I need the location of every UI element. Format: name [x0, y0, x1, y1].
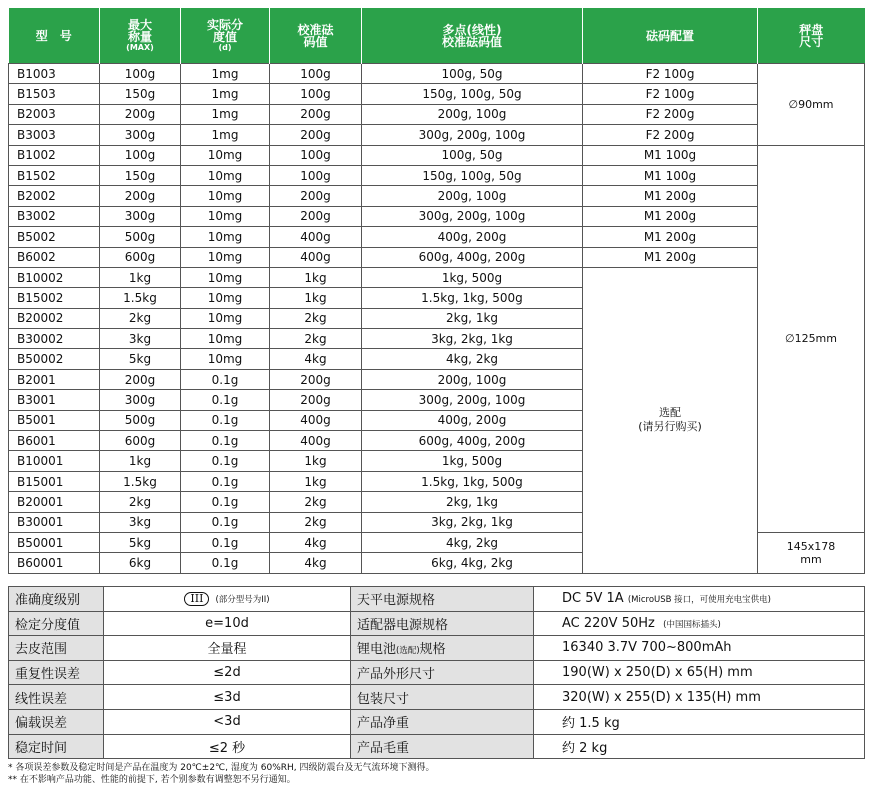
spec-row [9, 611, 865, 636]
linear-label: 线性误差 [9, 685, 104, 710]
division-cell: 0.1g [181, 553, 270, 573]
cal-weight-cell: 200g [270, 369, 362, 389]
multipoint-cell: 1kg, 500g [362, 267, 583, 287]
cal-weight-cell: 100g [270, 145, 362, 165]
header-cal-weight: 校准砝 码值 [270, 8, 362, 64]
division-cell: 1mg [181, 125, 270, 145]
cal-weight-cell: 200g [270, 206, 362, 226]
max-capacity-cell: 500g [100, 410, 181, 430]
multipoint-cell: 200g, 100g [362, 104, 583, 124]
model-cell: B2003 [9, 104, 100, 124]
stable-label: 稳定时间 [9, 734, 104, 759]
max-capacity-cell: 200g [100, 104, 181, 124]
max-capacity-cell: 300g [100, 125, 181, 145]
multipoint-cell: 2kg, 1kg [362, 492, 583, 512]
cal-weight-cell: 400g [270, 431, 362, 451]
model-table [8, 8, 865, 574]
multipoint-cell: 100g, 50g [362, 64, 583, 84]
multipoint-cell: 150g, 100g, 50g [362, 84, 583, 104]
cal-weight-cell: 2kg [270, 308, 362, 328]
division-cell: 10mg [181, 227, 270, 247]
cal-weight-cell: 200g [270, 186, 362, 206]
optional-label: 选配 [659, 406, 681, 420]
cal-weight-cell: 400g [270, 247, 362, 267]
division-cell: 0.1g [181, 471, 270, 491]
cal-weight-cell: 200g [270, 390, 362, 410]
cal-weight-cell: 4kg [270, 349, 362, 369]
max-capacity-cell: 500g [100, 227, 181, 247]
division-cell: 1mg [181, 64, 270, 84]
multipoint-cell: 600g, 400g, 200g [362, 247, 583, 267]
adapter-value: AC 220V 50Hz (中国国标插头) [534, 611, 865, 636]
tare-value: 全量程 [104, 636, 351, 661]
division-cell: 0.1g [181, 512, 270, 532]
cal-weight-cell: 100g [270, 64, 362, 84]
weight-config-cell: M1 100g [583, 165, 758, 185]
cal-weight-cell: 2kg [270, 329, 362, 349]
multipoint-cell: 150g, 100g, 50g [362, 165, 583, 185]
division-cell: 0.1g [181, 532, 270, 552]
header-weight-config: 砝码配置 [583, 8, 758, 64]
table-row [9, 247, 865, 267]
model-cell: B1002 [9, 145, 100, 165]
max-capacity-cell: 150g [100, 165, 181, 185]
division-cell: 1mg [181, 84, 270, 104]
model-cell: B20002 [9, 308, 100, 328]
max-capacity-cell: 5kg [100, 532, 181, 552]
model-cell: B5001 [9, 410, 100, 430]
table-row [9, 186, 865, 206]
verification-label: 检定分度值 [9, 611, 104, 636]
max-capacity-cell: 200g [100, 369, 181, 389]
max-capacity-cell: 100g [100, 145, 181, 165]
optional-weight-cell [583, 267, 758, 573]
spec-table [8, 586, 865, 759]
model-cell: B15001 [9, 471, 100, 491]
multipoint-cell: 3kg, 2kg, 1kg [362, 329, 583, 349]
weight-config-cell: F2 100g [583, 64, 758, 84]
cal-weight-cell: 100g [270, 165, 362, 185]
offcenter-label: 偏载误差 [9, 709, 104, 734]
dims-value: 190(W) x 250(D) x 65(H) mm [534, 660, 865, 685]
cal-weight-cell: 4kg [270, 553, 362, 573]
model-cell: B3001 [9, 390, 100, 410]
spec-row [9, 660, 865, 685]
model-cell: B30002 [9, 329, 100, 349]
multipoint-cell: 2kg, 1kg [362, 308, 583, 328]
spec-row [9, 636, 865, 661]
net-weight-value: 约 1.5 kg [534, 709, 865, 734]
model-cell: B60001 [9, 553, 100, 573]
model-cell: B1502 [9, 165, 100, 185]
footnote-1: * 各项误差参数及稳定时间是产品在温度为 20℃±2℃, 湿度为 60%RH, 四级防震台及无气流环境下测得。 [8, 763, 435, 773]
division-cell: 0.1g [181, 410, 270, 430]
battery-label: 锂电池(选配)规格 [351, 636, 534, 661]
model-cell: B1003 [9, 64, 100, 84]
cal-weight-cell: 2kg [270, 492, 362, 512]
battery-value: 16340 3.7V 700~800mAh [534, 636, 865, 661]
multipoint-cell: 300g, 200g, 100g [362, 206, 583, 226]
multipoint-cell: 400g, 200g [362, 227, 583, 247]
division-cell: 10mg [181, 308, 270, 328]
weight-config-cell: F2 100g [583, 84, 758, 104]
division-cell: 10mg [181, 145, 270, 165]
cal-weight-cell: 100g [270, 84, 362, 104]
spec-row [9, 685, 865, 710]
model-cell: B50001 [9, 532, 100, 552]
division-cell: 10mg [181, 247, 270, 267]
adapter-label: 适配器电源规格 [351, 611, 534, 636]
header-multipoint: 多点(线性) 校准砝码值 [362, 8, 583, 64]
gross-weight-label: 产品毛重 [351, 734, 534, 759]
power-value: DC 5V 1A (MicroUSB 接口，可使用充电宝供电) [534, 587, 865, 612]
max-capacity-cell: 150g [100, 84, 181, 104]
cal-weight-cell: 400g [270, 410, 362, 430]
max-capacity-cell: 5kg [100, 349, 181, 369]
division-cell: 10mg [181, 329, 270, 349]
weight-config-cell: M1 200g [583, 206, 758, 226]
multipoint-cell: 3kg, 2kg, 1kg [362, 512, 583, 532]
division-cell: 0.1g [181, 390, 270, 410]
division-cell: 10mg [181, 349, 270, 369]
model-cell: B30001 [9, 512, 100, 532]
accuracy-value [104, 587, 351, 612]
division-cell: 10mg [181, 186, 270, 206]
accuracy-label: 准确度级别 [9, 587, 104, 612]
max-capacity-cell: 3kg [100, 512, 181, 532]
multipoint-cell: 4kg, 2kg [362, 532, 583, 552]
weight-config-cell: M1 100g [583, 145, 758, 165]
multipoint-cell: 100g, 50g [362, 145, 583, 165]
pan-size-cell: ∅90mm [758, 64, 865, 146]
multipoint-cell: 200g, 100g [362, 186, 583, 206]
linear-value: ≤3d [104, 685, 351, 710]
multipoint-cell: 1kg, 500g [362, 451, 583, 471]
model-cell: B6001 [9, 431, 100, 451]
model-table-header [9, 8, 865, 64]
repeat-value: ≤2d [104, 660, 351, 685]
model-cell: B50002 [9, 349, 100, 369]
table-row [9, 227, 865, 247]
model-cell: B2002 [9, 186, 100, 206]
optional-note: (请另行购买) [638, 420, 702, 434]
cal-weight-cell: 2kg [270, 512, 362, 532]
cal-weight-cell: 4kg [270, 532, 362, 552]
division-cell: 0.1g [181, 431, 270, 451]
table-row [9, 267, 865, 287]
spec-row [9, 709, 865, 734]
table-row [9, 84, 865, 104]
model-cell: B1503 [9, 84, 100, 104]
division-cell: 10mg [181, 165, 270, 185]
model-cell: B3002 [9, 206, 100, 226]
multipoint-cell: 1.5kg, 1kg, 500g [362, 471, 583, 491]
gross-weight-value: 约 2 kg [534, 734, 865, 759]
pan-size-cell: 145x178 mm [758, 532, 865, 573]
header-max-capacity: 最大 称量 (MAX) [100, 8, 181, 64]
max-capacity-cell: 1.5kg [100, 288, 181, 308]
multipoint-cell: 300g, 200g, 100g [362, 125, 583, 145]
cal-weight-cell: 400g [270, 227, 362, 247]
stable-value: ≤2 秒 [104, 734, 351, 759]
model-cell: B3003 [9, 125, 100, 145]
max-capacity-cell: 2kg [100, 308, 181, 328]
max-capacity-cell: 6kg [100, 553, 181, 573]
max-capacity-cell: 1kg [100, 267, 181, 287]
cal-weight-cell: 1kg [270, 471, 362, 491]
max-capacity-cell: 100g [100, 64, 181, 84]
division-cell: 0.1g [181, 451, 270, 471]
cal-weight-cell: 200g [270, 104, 362, 124]
max-capacity-cell: 300g [100, 390, 181, 410]
weight-config-cell: F2 200g [583, 125, 758, 145]
max-capacity-cell: 300g [100, 206, 181, 226]
power-label: 天平电源规格 [351, 587, 534, 612]
max-capacity-cell: 2kg [100, 492, 181, 512]
model-cell: B10002 [9, 267, 100, 287]
cal-weight-cell: 1kg [270, 267, 362, 287]
verification-value: e=10d [104, 611, 351, 636]
net-weight-label: 产品净重 [351, 709, 534, 734]
package-label: 包装尺寸 [351, 685, 534, 710]
division-cell: 10mg [181, 288, 270, 308]
header-division: 实际分 度值 (d) [181, 8, 270, 64]
spec-row [9, 734, 865, 759]
accuracy-class-symbol: III [184, 592, 209, 606]
header-pan-size: 秤盘 尺寸 [758, 8, 865, 64]
footnote-2: ** 在不影响产品功能、性能的前提下, 若个别参数有调整恕不另行通知。 [8, 775, 296, 785]
cal-weight-cell: 1kg [270, 451, 362, 471]
multipoint-cell: 600g, 400g, 200g [362, 431, 583, 451]
max-capacity-cell: 600g [100, 431, 181, 451]
division-cell: 10mg [181, 206, 270, 226]
cal-weight-cell: 1kg [270, 288, 362, 308]
pan-size-cell: ∅125mm [758, 145, 865, 532]
division-cell: 1mg [181, 104, 270, 124]
model-cell: B2001 [9, 369, 100, 389]
repeat-label: 重复性误差 [9, 660, 104, 685]
max-capacity-cell: 600g [100, 247, 181, 267]
weight-config-cell: M1 200g [583, 186, 758, 206]
table-row [9, 145, 865, 165]
weight-config-cell: M1 200g [583, 227, 758, 247]
max-capacity-cell: 200g [100, 186, 181, 206]
table-row [9, 165, 865, 185]
multipoint-cell: 200g, 100g [362, 369, 583, 389]
weight-config-cell: F2 200g [583, 104, 758, 124]
division-cell: 0.1g [181, 492, 270, 512]
multipoint-cell: 400g, 200g [362, 410, 583, 430]
division-cell: 10mg [181, 267, 270, 287]
model-cell: B6002 [9, 247, 100, 267]
model-cell: B5002 [9, 227, 100, 247]
tare-label: 去皮范围 [9, 636, 104, 661]
spec-row [9, 587, 865, 612]
model-cell: B15002 [9, 288, 100, 308]
model-cell: B20001 [9, 492, 100, 512]
model-table-body [9, 64, 865, 574]
table-row [9, 125, 865, 145]
header-model: 型 号 [9, 8, 100, 64]
multipoint-cell: 1.5kg, 1kg, 500g [362, 288, 583, 308]
max-capacity-cell: 1kg [100, 451, 181, 471]
multipoint-cell: 6kg, 4kg, 2kg [362, 553, 583, 573]
max-capacity-cell: 1.5kg [100, 471, 181, 491]
package-value: 320(W) x 255(D) x 135(H) mm [534, 685, 865, 710]
multipoint-cell: 4kg, 2kg [362, 349, 583, 369]
table-row [9, 64, 865, 84]
table-row [9, 104, 865, 124]
offcenter-value: <3d [104, 709, 351, 734]
multipoint-cell: 300g, 200g, 100g [362, 390, 583, 410]
model-cell: B10001 [9, 451, 100, 471]
cal-weight-cell: 200g [270, 125, 362, 145]
accuracy-note: (部分型号为II) [215, 595, 270, 606]
table-row [9, 206, 865, 226]
weight-config-cell: M1 200g [583, 247, 758, 267]
dims-label: 产品外形尺寸 [351, 660, 534, 685]
division-cell: 0.1g [181, 369, 270, 389]
max-capacity-cell: 3kg [100, 329, 181, 349]
